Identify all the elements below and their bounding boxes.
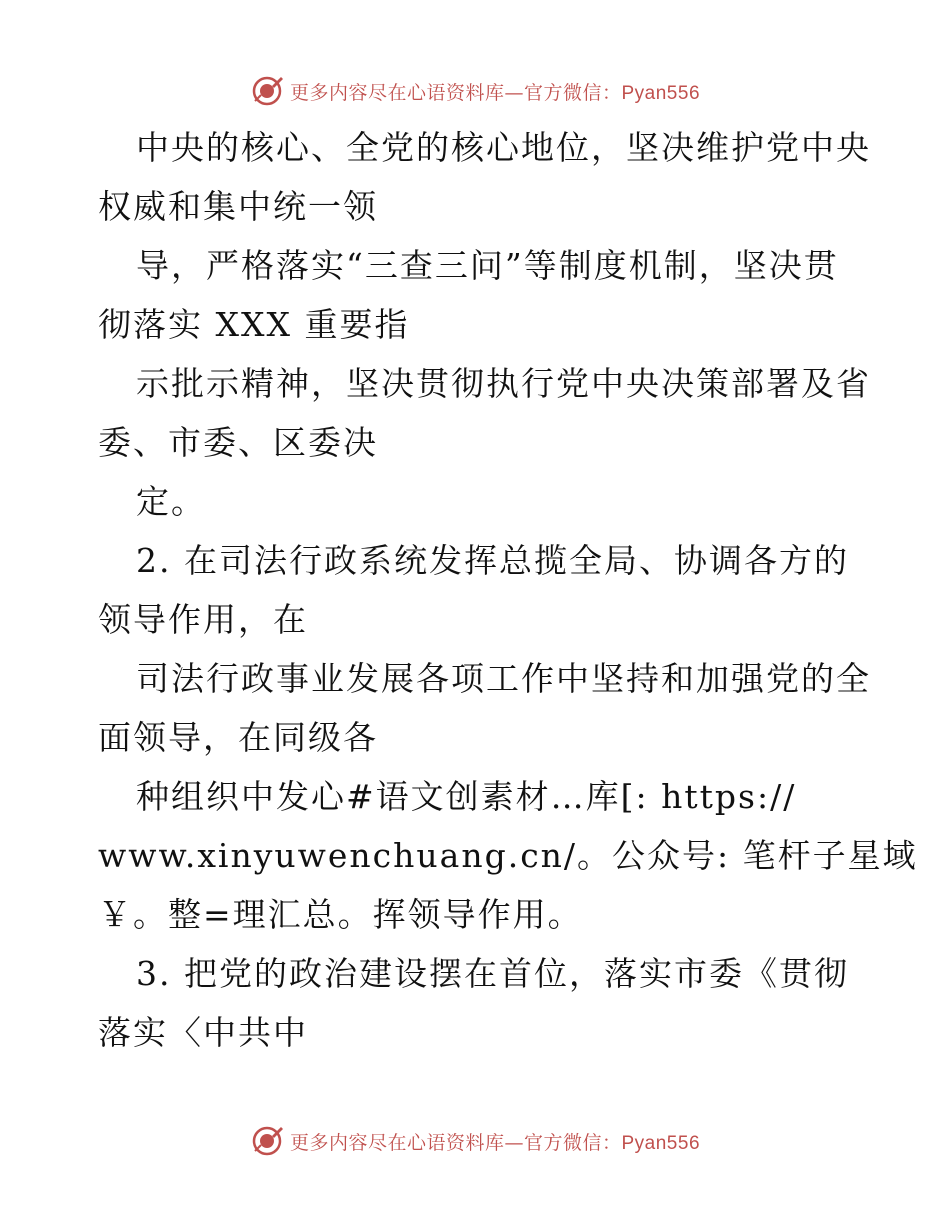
pen-logo-icon: [250, 1124, 284, 1158]
text-line: 3. 把党的政治建设摆在首位，落实市委《贯彻: [136, 954, 849, 993]
text-line: 彻落实 XXX 重要指: [98, 305, 410, 344]
text-line: 示批示精神，坚决贯彻执行党中央决策部署及省: [136, 364, 871, 403]
pen-logo-icon: [250, 74, 284, 108]
text-line: 2. 在司法行政系统发挥总揽全局、协调各方的: [136, 541, 849, 580]
text-line: 领导作用，在: [98, 600, 308, 639]
text-line: 权威和集中统一领: [98, 187, 378, 226]
text-line: 种组织中发心#语文创素材…库[: https://: [136, 777, 797, 816]
text-line: www.xinyuwenchuang.cn/。公众号: 笔杆子星域: [98, 836, 918, 875]
banner-label: 更多内容尽在心语资料库—官方微信：: [289, 81, 622, 104]
text-line: 司法行政事业发展各项工作中坚持和加强党的全: [136, 659, 871, 698]
banner-text: [290, 78, 700, 105]
banner-handle: Pyan556: [621, 82, 701, 104]
banner-text: [290, 1128, 700, 1155]
banner-handle: Pyan556: [621, 1132, 701, 1154]
document-body: [98, 118, 918, 1062]
header-banner: [0, 74, 950, 108]
text-line: 落实〈中共中: [98, 1013, 308, 1052]
text-line: 中央的核心、全党的核心地位，坚决维护党中央: [136, 128, 871, 167]
footer-banner: [0, 1124, 950, 1158]
text-line: 导，严格落实“三查三问”等制度机制，坚决贯: [136, 246, 839, 285]
text-line: ￥。整=理汇总。挥领导作用。: [98, 895, 583, 934]
banner-label: 更多内容尽在心语资料库—官方微信：: [289, 1131, 622, 1154]
text-line: 定。: [136, 482, 206, 521]
text-line: 委、市委、区委决: [98, 423, 378, 462]
text-line: 面领导，在同级各: [98, 718, 378, 757]
